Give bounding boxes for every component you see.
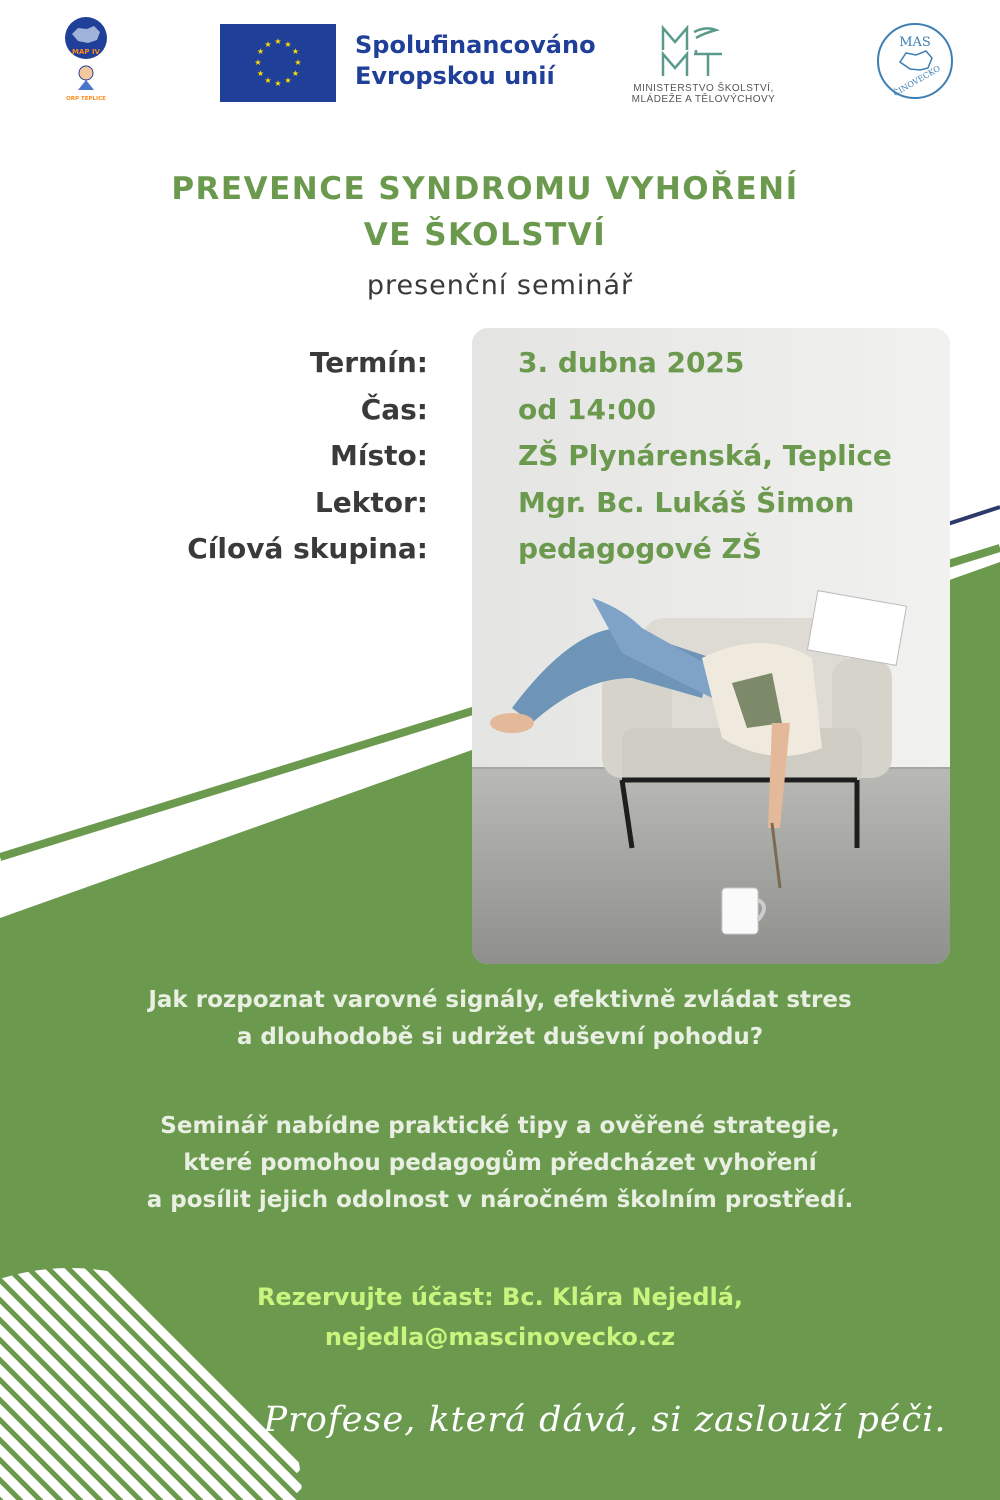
label-time: Čas: [360, 392, 428, 426]
msmt-text-line2: MLÁDEŽE A TĚLOVÝCHOVY [631, 94, 776, 105]
svg-text:★: ★ [274, 37, 282, 46]
info-labels [100, 340, 428, 573]
description-p2-line1: Seminář nabídne praktické tipy a ověřené strategie, [160, 1113, 840, 1139]
title-line1: PREVENCE SYNDROMU VYHOŘENÍ [171, 171, 799, 207]
svg-text:★: ★ [264, 76, 272, 85]
eu-text-line2: Evropskou unií [355, 62, 555, 90]
value-date: 3. dubna 2025 [518, 346, 745, 379]
map-logo-line2: ORP TEPLICE [66, 96, 106, 102]
mas-logo-top: MAS [899, 35, 931, 50]
label-date: Termín: [309, 346, 428, 379]
page-title [0, 166, 970, 258]
msmt-logo [658, 24, 728, 80]
label-lecturer: Lektor: [314, 485, 428, 519]
svg-text:★: ★ [256, 69, 265, 78]
eu-cofinancing-text [355, 30, 596, 92]
reservation-contact [0, 1277, 1000, 1357]
info-values [518, 340, 988, 573]
svg-text:★: ★ [256, 47, 265, 56]
svg-text:★: ★ [284, 76, 292, 85]
description-p1-line2: a dlouhodobě si udržet duševní pohodu? [236, 1024, 764, 1050]
eu-flag-logo [220, 24, 336, 102]
motto: Profese, která dává, si zaslouží péči. [263, 1400, 947, 1440]
label-target-group: Cílová skupina: [187, 532, 428, 565]
svg-text:★: ★ [264, 40, 272, 49]
value-target-group: pedagogové ZŠ [518, 532, 762, 565]
description-body [0, 1108, 1000, 1219]
description-p2-line3: a posílit jejich odolnost v náročném školním prostředí. [146, 1187, 854, 1213]
title-line2: VE ŠKOLSTVÍ [363, 217, 607, 253]
logo-bar [0, 0, 1000, 130]
label-place: Místo: [330, 439, 428, 472]
msmt-text-line1: MINISTERSTVO ŠKOLSTVÍ, [633, 83, 774, 94]
subtitle: presenční seminář [366, 270, 634, 301]
svg-text:★: ★ [254, 58, 262, 67]
map-logo-line1: MAP IV [72, 48, 100, 56]
mas-cinovecko-logo [876, 22, 954, 100]
mas-logo-bottom: ČINOVECKO [891, 63, 942, 99]
value-time: od 14:00 [518, 392, 657, 426]
svg-text:★: ★ [274, 79, 282, 88]
description-question [0, 982, 1000, 1056]
svg-text:★: ★ [291, 47, 300, 56]
svg-text:★: ★ [291, 69, 300, 78]
svg-text:★: ★ [294, 58, 302, 67]
value-place: ZŠ Plynárenská, Teplice [518, 439, 892, 472]
svg-text:★: ★ [284, 40, 292, 49]
map-teplice-logo [60, 16, 112, 102]
description-p2-line2: které pomohou pedagogům předcházet vyhoření [183, 1150, 817, 1176]
description-p1-line1: Jak rozpoznat varovné signály, efektivně zvládat stres [148, 987, 852, 1013]
msmt-text [616, 83, 791, 105]
reservation-email[interactable]: nejedla@mascinovecko.cz [324, 1323, 676, 1351]
reservation-line: Rezervujte účast: Bc. Klára Nejedlá, [256, 1283, 744, 1311]
eu-text-line1: Spolufinancováno [355, 31, 596, 59]
value-lecturer: Mgr. Bc. Lukáš Šimon [518, 485, 855, 519]
